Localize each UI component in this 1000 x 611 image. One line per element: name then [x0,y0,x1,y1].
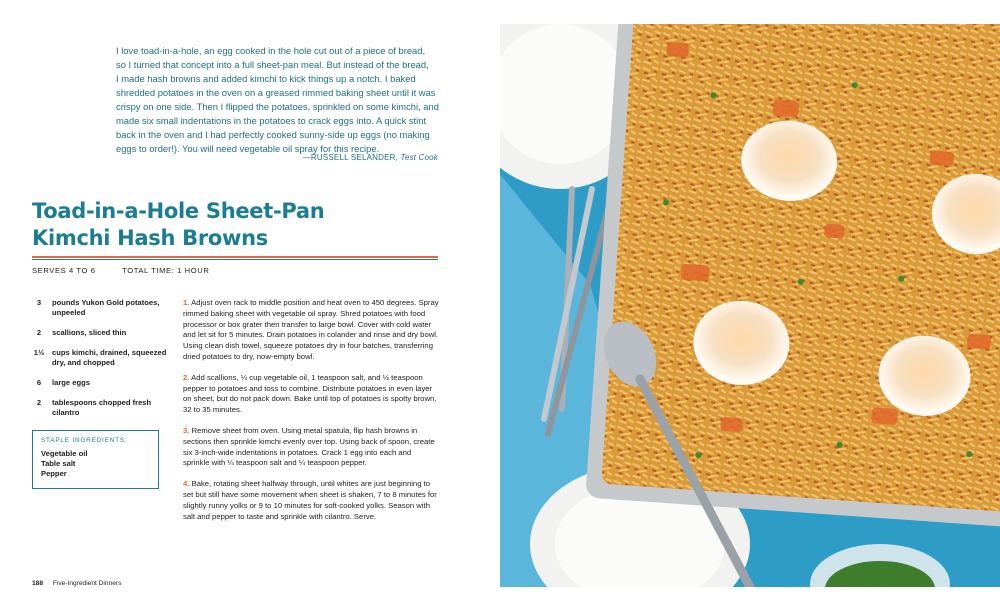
ingredient-item [28,348,170,368]
attribution [116,153,438,162]
ingredient-qty: 3 [36,298,42,307]
author-role: Test Cook [400,153,438,162]
step [183,373,439,416]
step-text: Adjust oven rack to middle position and heat oven to 450 degrees. Spray rimmed baking sheet with vegetable oil spray. Shred potatoes with food processor or box grater then transfer to large bowl. Cover with cold water and let sit for 5 minutes. Drain potatoes in colander and rinse and dry bowl. Using clean dish towel, squeeze potatoes dry in four batches, transferring dried potatoes to dry, now-empty bowl. [183,298,439,361]
step-number: 1. [183,298,190,307]
staple-ingredients-box [32,430,159,489]
recipe-title [32,198,452,252]
ingredient-qty: 6 [36,378,42,387]
step-text: Bake, rotating sheet halfway through, until whites are just beginning to set but still have some movement when sheet is shaken, 7 to 8 minutes for slightly runny yolks or 9 to 10 minutes for soft-cooked yolks. Season with salt and pepper to taste and sprinkle with cilantro. Serve. [183,479,437,521]
intro-line: I made hash browns and added kimchi to kick things up a notch. I baked [116,73,416,84]
ingredient-qty: 1½ [33,348,45,357]
sheet-pan-photo-illustration [500,24,1000,587]
ingredient-qty: 2 [36,398,42,407]
staple-item: Pepper [41,469,67,478]
page-number: 188 [32,580,44,587]
ingredient-qty: 2 [36,328,42,337]
intro-line: shredded potatoes in the oven on a greased rimmed baking sheet until it was [116,87,436,98]
ingredient-text: pounds Yukon Gold potatoes, unpeeled [52,298,160,317]
intro-text [116,44,440,156]
recipe-meta [32,266,233,275]
title-line-2: Kimchi Hash Browns [32,226,269,250]
ingredient-text: tablespoons chopped fresh cilantro [52,398,152,417]
step-number: 2. [183,372,190,382]
serves-label: SERVES 4 TO 6 [32,266,96,275]
title-rule-teal [32,259,438,260]
author-name: —RUSSELL SELANDER, [302,153,399,162]
ingredient-text: cups kimchi, drained, squeezed dry, and chopped [52,348,167,367]
intro-line: crispy on one side. Then I flipped the potatoes, sprinkled on some kimchi, and [116,101,439,112]
step-text: Remove sheet from oven. Using metal spatula, flip hash browns in sections then sprinkle kimchi evenly over top. Using back of spoon, create six 3-inch-wide indentations in potatoes. Crack 1 egg into each and sprinkle with ¼ teaspoon salt and ¼ teaspoon pepper. [183,425,435,468]
ingredient-item [28,378,170,388]
recipe-photo [500,24,1000,587]
page-footer [32,580,121,587]
intro-line: so I turned that concept into a full sheet-pan meal. But instead of the bread, [116,59,429,70]
intro-line: I love toad-in-a-hole, an egg cooked in the hole cut out of a piece of bread, [116,45,426,56]
step [183,479,439,522]
staples-heading: STAPLE INGREDIENTS: [41,437,128,444]
intro-line: made six small indentations in the potatoes to crack eggs into. A quick stint [116,115,427,126]
ingredient-list [28,298,170,428]
intro-line: eggs to order!). You will need vegetable oil spray for this recipe. [116,143,380,154]
ingredient-item [28,398,170,418]
sheet-pan [585,24,1000,528]
step-number: 4. [183,479,190,489]
title-rule-orange [32,256,438,258]
ingredient-text: scallions, sliced thin [52,328,127,337]
step-text: Add scallions, ¼ cup vegetable oil, 1 teaspoon salt, and ½ teaspoon pepper to potatoes and toss to combine. Distribute potatoes in even layer on sheet, but do not pack down. Bake until top of potatoes is spotty brown, 32 to 35 minutes. [183,372,437,415]
step [183,298,439,363]
staple-item: Table salt [41,459,76,468]
staple-item: Vegetable oil [41,449,88,458]
intro-line: back in the oven and I had perfectly cooked sunny-side up eggs (no making [116,129,430,140]
step [183,426,439,469]
ingredient-text: large eggs [52,378,90,387]
title-line-1: Toad-in-a-Hole Sheet-Pan [32,199,325,223]
ingredient-item [28,328,170,338]
total-time-label: TOTAL TIME: 1 HOUR [122,266,210,275]
ingredient-item [28,298,170,318]
instruction-steps [183,298,439,532]
section-name: Five-Ingredient Dinners [52,580,122,587]
step-number: 3. [183,425,190,435]
